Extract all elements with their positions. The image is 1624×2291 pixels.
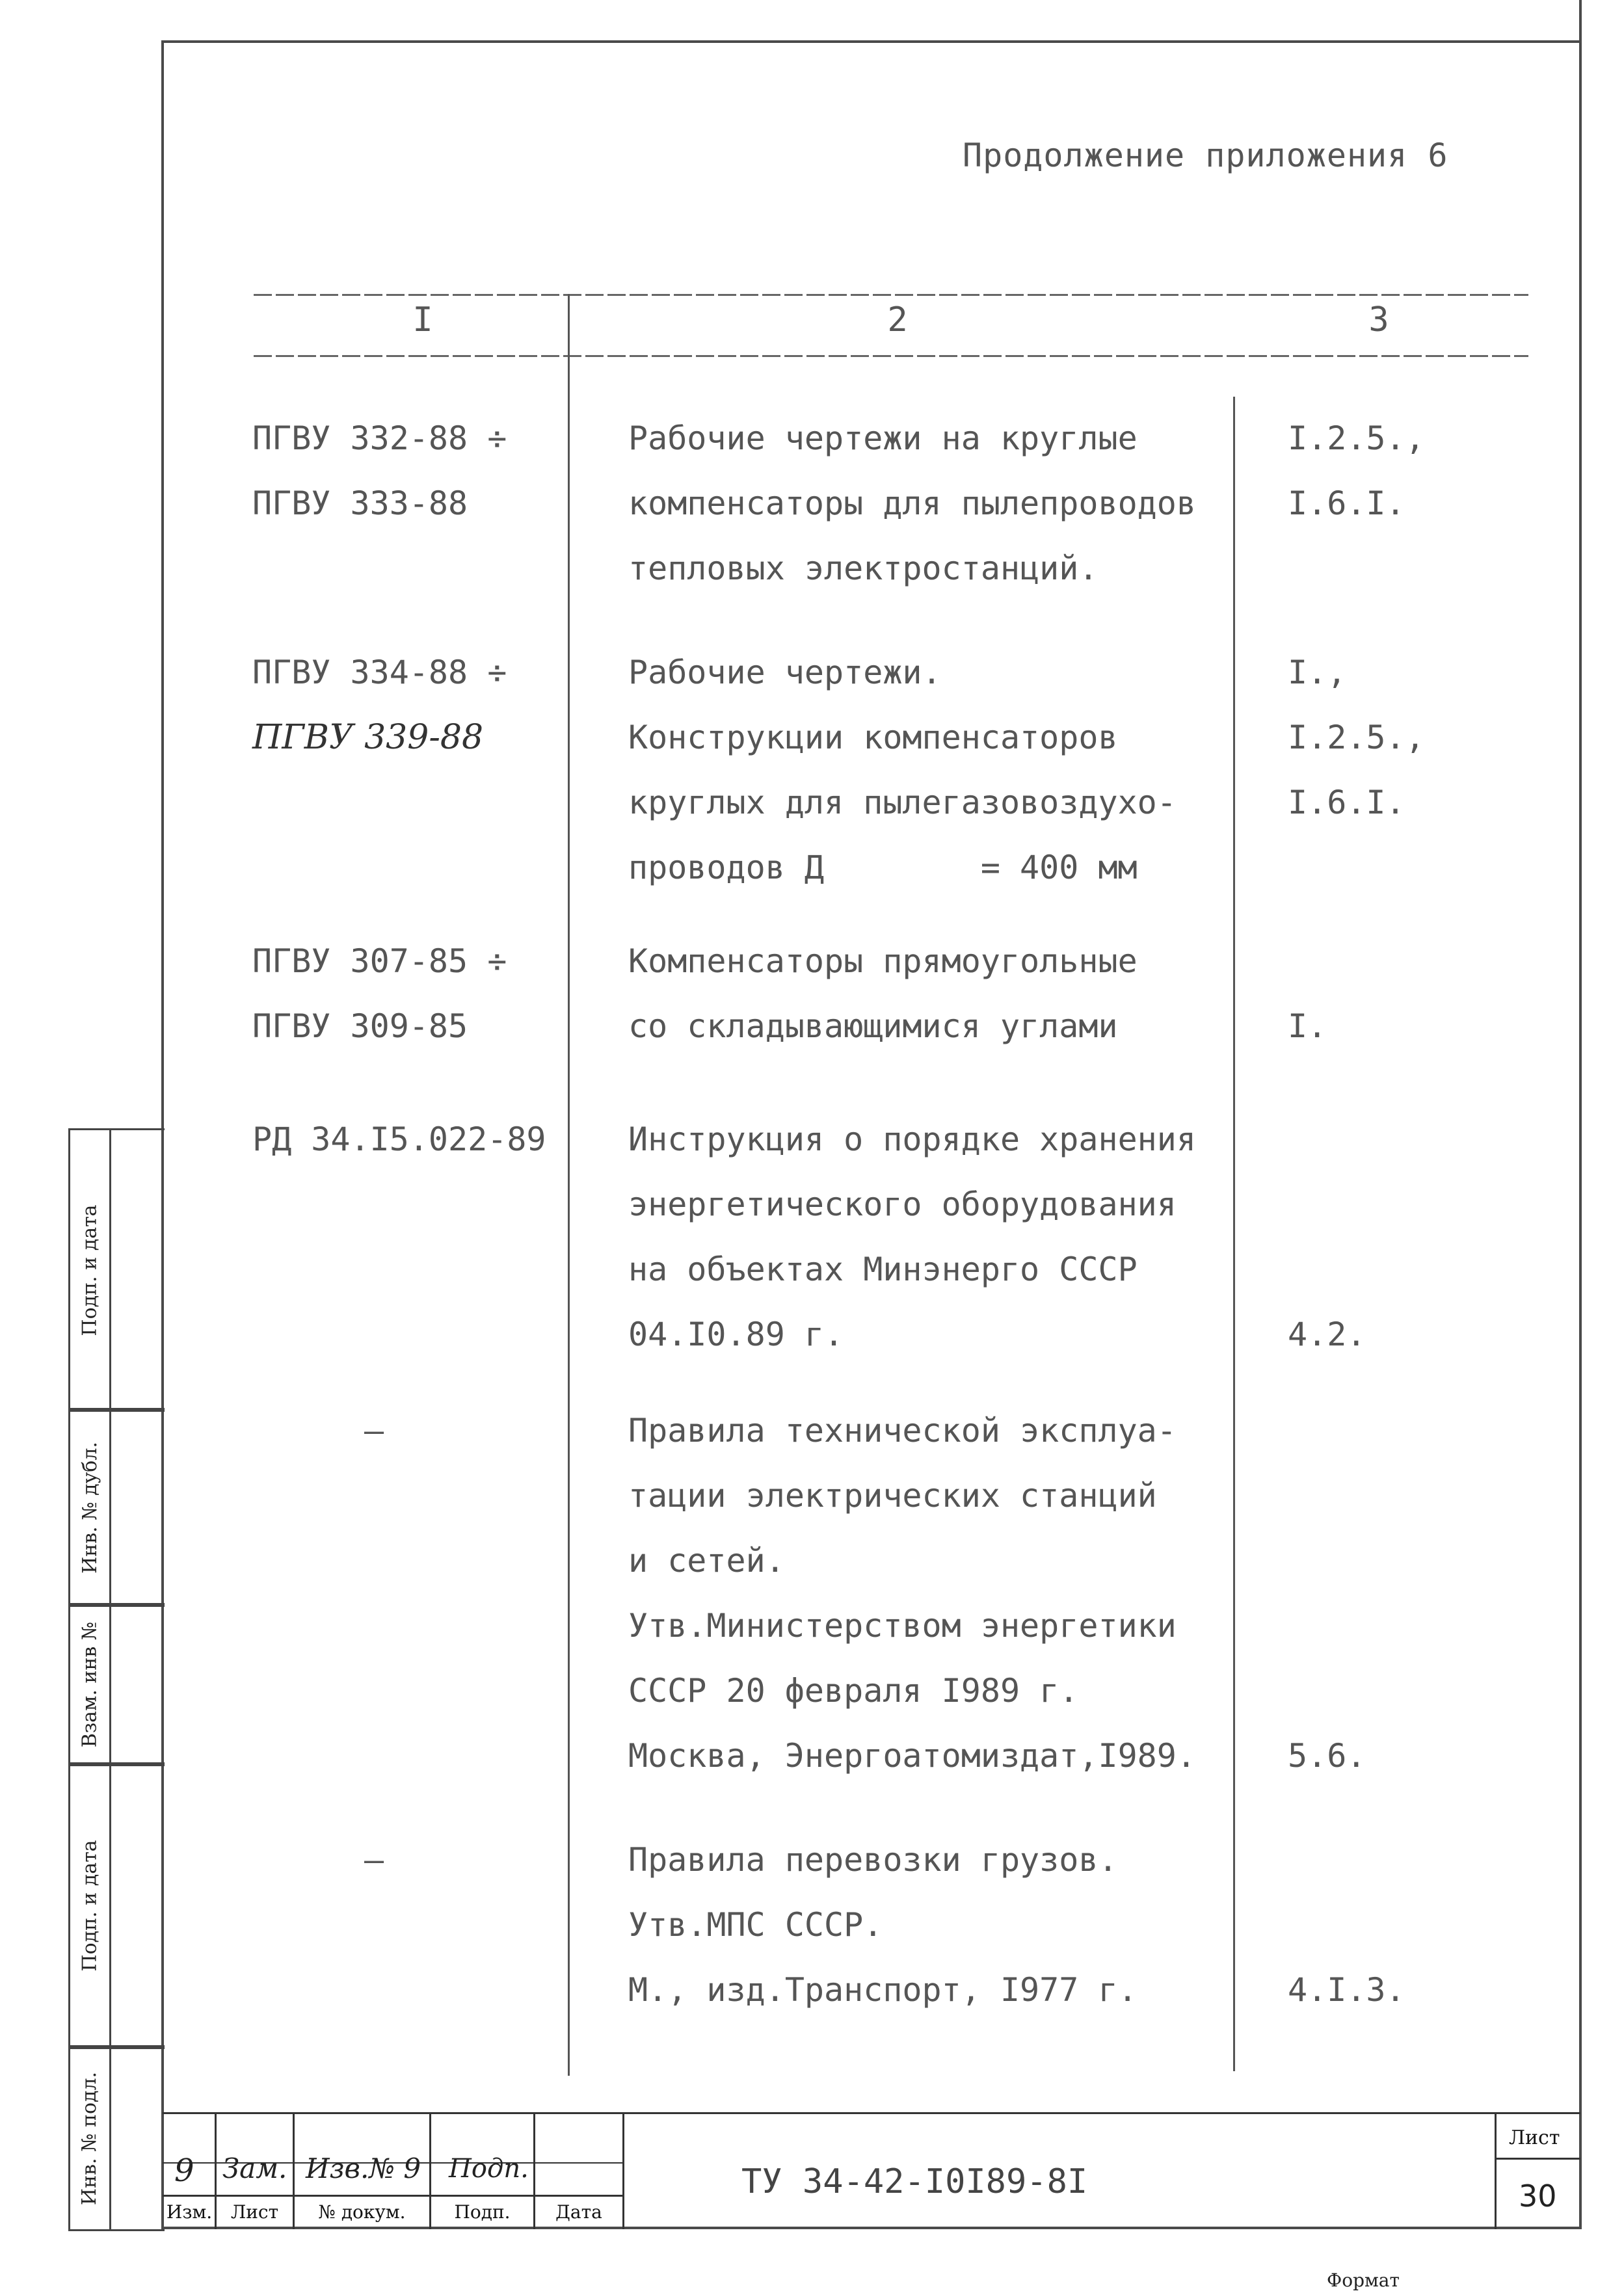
side-stamp-signature-date-1: Подп. и дата	[68, 1128, 165, 1412]
handwritten-sheet-mark: Зам.	[222, 2152, 287, 2184]
handwritten-change-number: 9	[174, 2152, 194, 2189]
table-row-1-col2: Рабочие чертежи на круглые компенсаторы для пылепроводов тепловых электростанций.	[628, 419, 1196, 587]
handwritten-document-number: Изв.№ 9	[306, 2152, 421, 2184]
title-block-label-signature: Подп.	[454, 2201, 511, 2223]
handwritten-signature: Подп.	[449, 2154, 529, 2184]
table-row-3-col1: ПГВУ 307-85 ÷ ПГВУ 309-85	[252, 942, 507, 1045]
table-row-3-col3: I.	[1288, 1007, 1327, 1045]
table-row-5-col2: Правила технической эксплуа- тации электрических станций и сетей. Утв.Министерством энергетики СССР 20 февраля I989 г. Москва, Энергоатомиздат,I989.	[628, 1412, 1196, 1775]
sheet-label: Лист	[1509, 2126, 1560, 2149]
title-block-row-rule-2	[163, 2195, 624, 2197]
title-block-label-document: № докум.	[318, 2201, 406, 2223]
column-divider-2	[1233, 397, 1235, 2071]
table-row-3-col2: Компенсаторы прямоугольные со складывающимися углами	[628, 942, 1138, 1045]
table-top-rule	[254, 294, 1528, 296]
side-stamp-duplicate-inventory: Инв. № дубл.	[68, 1408, 165, 1607]
table-row-2-col2: Рабочие чертежи. Конструкции компенсаторов круглых для пылегазовоздухо- проводов Д = 400 мм	[628, 654, 1177, 886]
column-divider-1	[568, 294, 570, 2076]
table-row-6-col3: 4.I.3.	[1288, 1971, 1405, 2009]
sheet-number: 30	[1519, 2178, 1557, 2214]
frame-bottom-border	[161, 2227, 1582, 2229]
side-stamp-replacement-inventory: Взам. инв №	[68, 1603, 165, 1766]
document-code: ТУ 34-42-I0I89-8I	[741, 2162, 1088, 2201]
title-block-col-rule-5	[622, 2112, 624, 2229]
column-header-3: 3	[1368, 300, 1389, 339]
format-label: Формат	[1327, 2270, 1400, 2291]
sheet-box-rule	[1495, 2158, 1580, 2160]
frame-top-border	[163, 40, 1579, 43]
column-header-1: I	[412, 300, 433, 339]
title-block-label-change: Изм.	[166, 2201, 213, 2223]
title-block-label-sheet: Лист	[230, 2201, 279, 2223]
side-stamp-original-inventory: Инв. № подл.	[68, 2045, 165, 2231]
table-row-6-col1: –	[364, 1841, 384, 1879]
table-row-1-col3: I.2.5., I.6.I.	[1288, 419, 1425, 522]
frame-right-border	[1579, 0, 1582, 2229]
table-header-rule	[254, 355, 1528, 357]
table-row-2-col3: I., I.2.5., I.6.I.	[1288, 654, 1425, 821]
side-stamp-signature-date-2: Подп. и дата	[68, 1762, 165, 2049]
table-row-4-col1: РД 34.I5.022-89	[252, 1120, 546, 1158]
table-row-5-col3: 5.6.	[1288, 1737, 1366, 1775]
handwritten-designation: ПГВУ 339-88	[252, 718, 484, 757]
page-heading: Продолжение приложения 6	[963, 137, 1448, 174]
table-row-5-col1: –	[364, 1412, 384, 1450]
table-row-4-col2: Инструкция о порядке хранения энергетического оборудования на объектах Минэнерго СССР 04.I0.89 г.	[628, 1120, 1196, 1353]
table-row-6-col2: Правила перевозки грузов. Утв.МПС СССР. М., изд.Транспорт, I977 г.	[628, 1841, 1138, 2009]
table-row-2-col1: ПГВУ 334-88 ÷ ПГВУ 339-88	[252, 640, 507, 770]
table-row-1-col1: ПГВУ 332-88 ÷ ПГВУ 333-88	[252, 419, 507, 522]
sheet-box-divider	[1495, 2112, 1497, 2229]
title-block-label-date: Дата	[555, 2201, 602, 2223]
title-block-top-rule	[163, 2112, 1580, 2114]
column-header-2: 2	[887, 300, 908, 339]
table-row-4-col3: 4.2.	[1288, 1316, 1366, 1353]
